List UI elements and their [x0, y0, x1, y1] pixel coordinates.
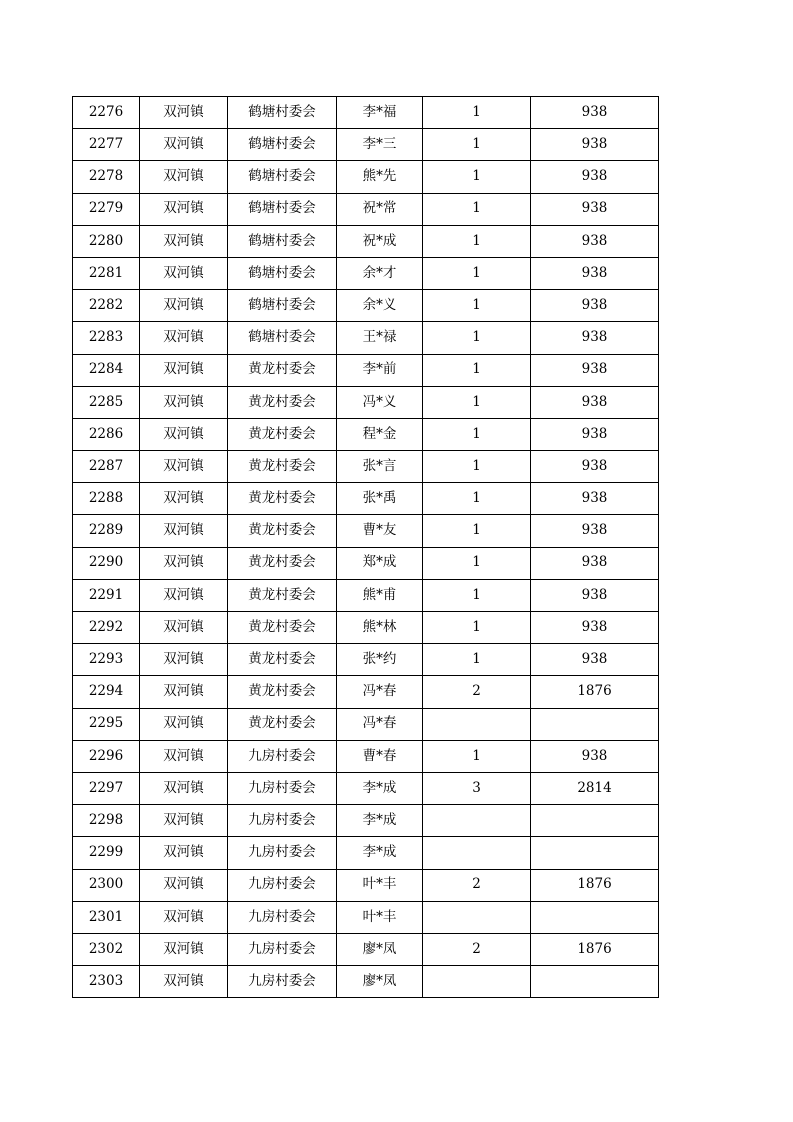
- cell-count: 1: [423, 193, 531, 225]
- cell-person-name: 李*三: [337, 129, 423, 161]
- cell-village-committee: 鹤塘村委会: [228, 97, 337, 129]
- cell-town: 双河镇: [140, 515, 228, 547]
- table-row: [73, 901, 659, 933]
- cell-person-name: 王*禄: [337, 322, 423, 354]
- cell-village-committee: 黄龙村委会: [228, 644, 337, 676]
- cell-village-committee: 九房村委会: [228, 966, 337, 998]
- cell-amount: 938: [531, 418, 659, 450]
- cell-count: [423, 901, 531, 933]
- cell-town: 双河镇: [140, 772, 228, 804]
- cell-person-name: 祝*成: [337, 225, 423, 257]
- cell-count: 1: [423, 354, 531, 386]
- cell-person-name: 张*言: [337, 451, 423, 483]
- cell-town: 双河镇: [140, 225, 228, 257]
- table-row: [73, 322, 659, 354]
- cell-amount: 938: [531, 225, 659, 257]
- cell-town: 双河镇: [140, 837, 228, 869]
- cell-town: 双河镇: [140, 676, 228, 708]
- cell-village-committee: 九房村委会: [228, 933, 337, 965]
- cell-serial-number: 2302: [73, 933, 140, 965]
- table-row: [73, 579, 659, 611]
- cell-village-committee: 黄龙村委会: [228, 386, 337, 418]
- cell-amount: 938: [531, 129, 659, 161]
- cell-village-committee: 鹤塘村委会: [228, 257, 337, 289]
- cell-village-committee: 黄龙村委会: [228, 451, 337, 483]
- cell-town: 双河镇: [140, 161, 228, 193]
- cell-serial-number: 2283: [73, 322, 140, 354]
- cell-count: 1: [423, 418, 531, 450]
- cell-serial-number: 2280: [73, 225, 140, 257]
- cell-serial-number: 2287: [73, 451, 140, 483]
- cell-count: 1: [423, 322, 531, 354]
- cell-person-name: 廖*凤: [337, 933, 423, 965]
- cell-serial-number: 2295: [73, 708, 140, 740]
- cell-serial-number: 2288: [73, 483, 140, 515]
- cell-person-name: 叶*丰: [337, 869, 423, 901]
- cell-person-name: 冯*春: [337, 676, 423, 708]
- cell-count: 1: [423, 644, 531, 676]
- cell-serial-number: 2285: [73, 386, 140, 418]
- cell-serial-number: 2281: [73, 257, 140, 289]
- cell-person-name: 廖*凤: [337, 966, 423, 998]
- cell-serial-number: 2282: [73, 290, 140, 322]
- cell-count: [423, 966, 531, 998]
- cell-count: 2: [423, 933, 531, 965]
- cell-town: 双河镇: [140, 129, 228, 161]
- cell-person-name: 曹*友: [337, 515, 423, 547]
- cell-village-committee: 黄龙村委会: [228, 354, 337, 386]
- cell-village-committee: 鹤塘村委会: [228, 193, 337, 225]
- cell-count: 1: [423, 129, 531, 161]
- cell-serial-number: 2291: [73, 579, 140, 611]
- cell-village-committee: 黄龙村委会: [228, 676, 337, 708]
- cell-amount: 938: [531, 579, 659, 611]
- cell-town: 双河镇: [140, 418, 228, 450]
- cell-village-committee: 黄龙村委会: [228, 547, 337, 579]
- cell-amount: 938: [531, 257, 659, 289]
- cell-town: 双河镇: [140, 901, 228, 933]
- cell-count: 1: [423, 97, 531, 129]
- cell-town: 双河镇: [140, 869, 228, 901]
- cell-count: 1: [423, 161, 531, 193]
- cell-amount: [531, 837, 659, 869]
- cell-count: 1: [423, 740, 531, 772]
- cell-serial-number: 2284: [73, 354, 140, 386]
- cell-person-name: 李*前: [337, 354, 423, 386]
- cell-serial-number: 2276: [73, 97, 140, 129]
- cell-amount: 938: [531, 740, 659, 772]
- table-row: [73, 708, 659, 740]
- table-row: [73, 740, 659, 772]
- cell-town: 双河镇: [140, 933, 228, 965]
- table-row: [73, 161, 659, 193]
- table-row: [73, 354, 659, 386]
- cell-town: 双河镇: [140, 322, 228, 354]
- cell-town: 双河镇: [140, 193, 228, 225]
- cell-village-committee: 鹤塘村委会: [228, 322, 337, 354]
- cell-person-name: 张*约: [337, 644, 423, 676]
- cell-serial-number: 2301: [73, 901, 140, 933]
- cell-amount: 2814: [531, 772, 659, 804]
- cell-person-name: 张*禹: [337, 483, 423, 515]
- cell-count: 1: [423, 290, 531, 322]
- cell-town: 双河镇: [140, 354, 228, 386]
- cell-person-name: 曹*春: [337, 740, 423, 772]
- cell-serial-number: 2289: [73, 515, 140, 547]
- table-row: [73, 515, 659, 547]
- table-row: [73, 193, 659, 225]
- cell-serial-number: 2279: [73, 193, 140, 225]
- cell-village-committee: 黄龙村委会: [228, 612, 337, 644]
- table-row: [73, 837, 659, 869]
- cell-amount: [531, 966, 659, 998]
- cell-village-committee: 鹤塘村委会: [228, 225, 337, 257]
- cell-count: 1: [423, 612, 531, 644]
- cell-village-committee: 九房村委会: [228, 772, 337, 804]
- cell-amount: 1876: [531, 869, 659, 901]
- cell-amount: 938: [531, 386, 659, 418]
- table-row: [73, 97, 659, 129]
- cell-count: 1: [423, 451, 531, 483]
- cell-amount: 938: [531, 483, 659, 515]
- cell-amount: 938: [531, 451, 659, 483]
- cell-village-committee: 九房村委会: [228, 869, 337, 901]
- cell-amount: 938: [531, 290, 659, 322]
- cell-village-committee: 九房村委会: [228, 805, 337, 837]
- cell-town: 双河镇: [140, 257, 228, 289]
- cell-amount: 938: [531, 515, 659, 547]
- table-row: [73, 483, 659, 515]
- cell-serial-number: 2299: [73, 837, 140, 869]
- cell-amount: 938: [531, 322, 659, 354]
- cell-village-committee: 黄龙村委会: [228, 483, 337, 515]
- table-row: [73, 418, 659, 450]
- cell-count: 1: [423, 257, 531, 289]
- cell-person-name: 叶*丰: [337, 901, 423, 933]
- cell-person-name: 熊*林: [337, 612, 423, 644]
- cell-village-committee: 黄龙村委会: [228, 515, 337, 547]
- cell-serial-number: 2294: [73, 676, 140, 708]
- cell-count: [423, 708, 531, 740]
- cell-amount: 938: [531, 97, 659, 129]
- table-row: [73, 805, 659, 837]
- cell-person-name: 程*金: [337, 418, 423, 450]
- cell-amount: [531, 805, 659, 837]
- cell-count: 3: [423, 772, 531, 804]
- cell-person-name: 郑*成: [337, 547, 423, 579]
- cell-village-committee: 黄龙村委会: [228, 418, 337, 450]
- records-table-body: [73, 97, 659, 998]
- cell-village-committee: 九房村委会: [228, 740, 337, 772]
- cell-village-committee: 九房村委会: [228, 837, 337, 869]
- cell-amount: 938: [531, 547, 659, 579]
- cell-town: 双河镇: [140, 644, 228, 676]
- cell-person-name: 余*才: [337, 257, 423, 289]
- cell-serial-number: 2293: [73, 644, 140, 676]
- cell-amount: 1876: [531, 933, 659, 965]
- cell-town: 双河镇: [140, 708, 228, 740]
- cell-serial-number: 2296: [73, 740, 140, 772]
- cell-village-committee: 鹤塘村委会: [228, 290, 337, 322]
- cell-count: [423, 837, 531, 869]
- cell-amount: 1876: [531, 676, 659, 708]
- cell-town: 双河镇: [140, 451, 228, 483]
- cell-person-name: 祝*常: [337, 193, 423, 225]
- table-row: [73, 933, 659, 965]
- cell-town: 双河镇: [140, 612, 228, 644]
- table-row: [73, 257, 659, 289]
- cell-amount: [531, 708, 659, 740]
- cell-town: 双河镇: [140, 966, 228, 998]
- table-row: [73, 676, 659, 708]
- cell-count: 1: [423, 579, 531, 611]
- cell-serial-number: 2277: [73, 129, 140, 161]
- cell-village-committee: 黄龙村委会: [228, 708, 337, 740]
- cell-person-name: 冯*春: [337, 708, 423, 740]
- cell-town: 双河镇: [140, 547, 228, 579]
- table-row: [73, 547, 659, 579]
- table-row: [73, 290, 659, 322]
- cell-person-name: 李*成: [337, 772, 423, 804]
- cell-town: 双河镇: [140, 740, 228, 772]
- table-row: [73, 869, 659, 901]
- cell-town: 双河镇: [140, 290, 228, 322]
- cell-person-name: 熊*甫: [337, 579, 423, 611]
- cell-person-name: 余*义: [337, 290, 423, 322]
- cell-village-committee: 九房村委会: [228, 901, 337, 933]
- cell-amount: 938: [531, 644, 659, 676]
- cell-serial-number: 2290: [73, 547, 140, 579]
- cell-amount: 938: [531, 612, 659, 644]
- cell-serial-number: 2298: [73, 805, 140, 837]
- table-row: [73, 386, 659, 418]
- cell-amount: 938: [531, 161, 659, 193]
- cell-count: 1: [423, 483, 531, 515]
- cell-village-committee: 鹤塘村委会: [228, 161, 337, 193]
- cell-serial-number: 2278: [73, 161, 140, 193]
- cell-town: 双河镇: [140, 97, 228, 129]
- cell-town: 双河镇: [140, 579, 228, 611]
- cell-count: 2: [423, 869, 531, 901]
- cell-amount: [531, 901, 659, 933]
- cell-amount: 938: [531, 354, 659, 386]
- table-row: [73, 644, 659, 676]
- cell-town: 双河镇: [140, 805, 228, 837]
- cell-person-name: 李*福: [337, 97, 423, 129]
- table-row: [73, 772, 659, 804]
- cell-serial-number: 2300: [73, 869, 140, 901]
- cell-village-committee: 鹤塘村委会: [228, 129, 337, 161]
- records-table: [72, 96, 659, 998]
- cell-count: 1: [423, 225, 531, 257]
- cell-count: 1: [423, 386, 531, 418]
- cell-serial-number: 2297: [73, 772, 140, 804]
- cell-serial-number: 2292: [73, 612, 140, 644]
- cell-amount: 938: [531, 193, 659, 225]
- cell-town: 双河镇: [140, 386, 228, 418]
- cell-person-name: 熊*先: [337, 161, 423, 193]
- cell-serial-number: 2286: [73, 418, 140, 450]
- table-row: [73, 451, 659, 483]
- cell-person-name: 冯*义: [337, 386, 423, 418]
- cell-person-name: 李*成: [337, 805, 423, 837]
- cell-town: 双河镇: [140, 483, 228, 515]
- cell-count: [423, 805, 531, 837]
- cell-count: 1: [423, 547, 531, 579]
- cell-count: 1: [423, 515, 531, 547]
- cell-village-committee: 黄龙村委会: [228, 579, 337, 611]
- cell-person-name: 李*成: [337, 837, 423, 869]
- table-row: [73, 966, 659, 998]
- table-row: [73, 129, 659, 161]
- table-row: [73, 612, 659, 644]
- cell-serial-number: 2303: [73, 966, 140, 998]
- table-row: [73, 225, 659, 257]
- cell-count: 2: [423, 676, 531, 708]
